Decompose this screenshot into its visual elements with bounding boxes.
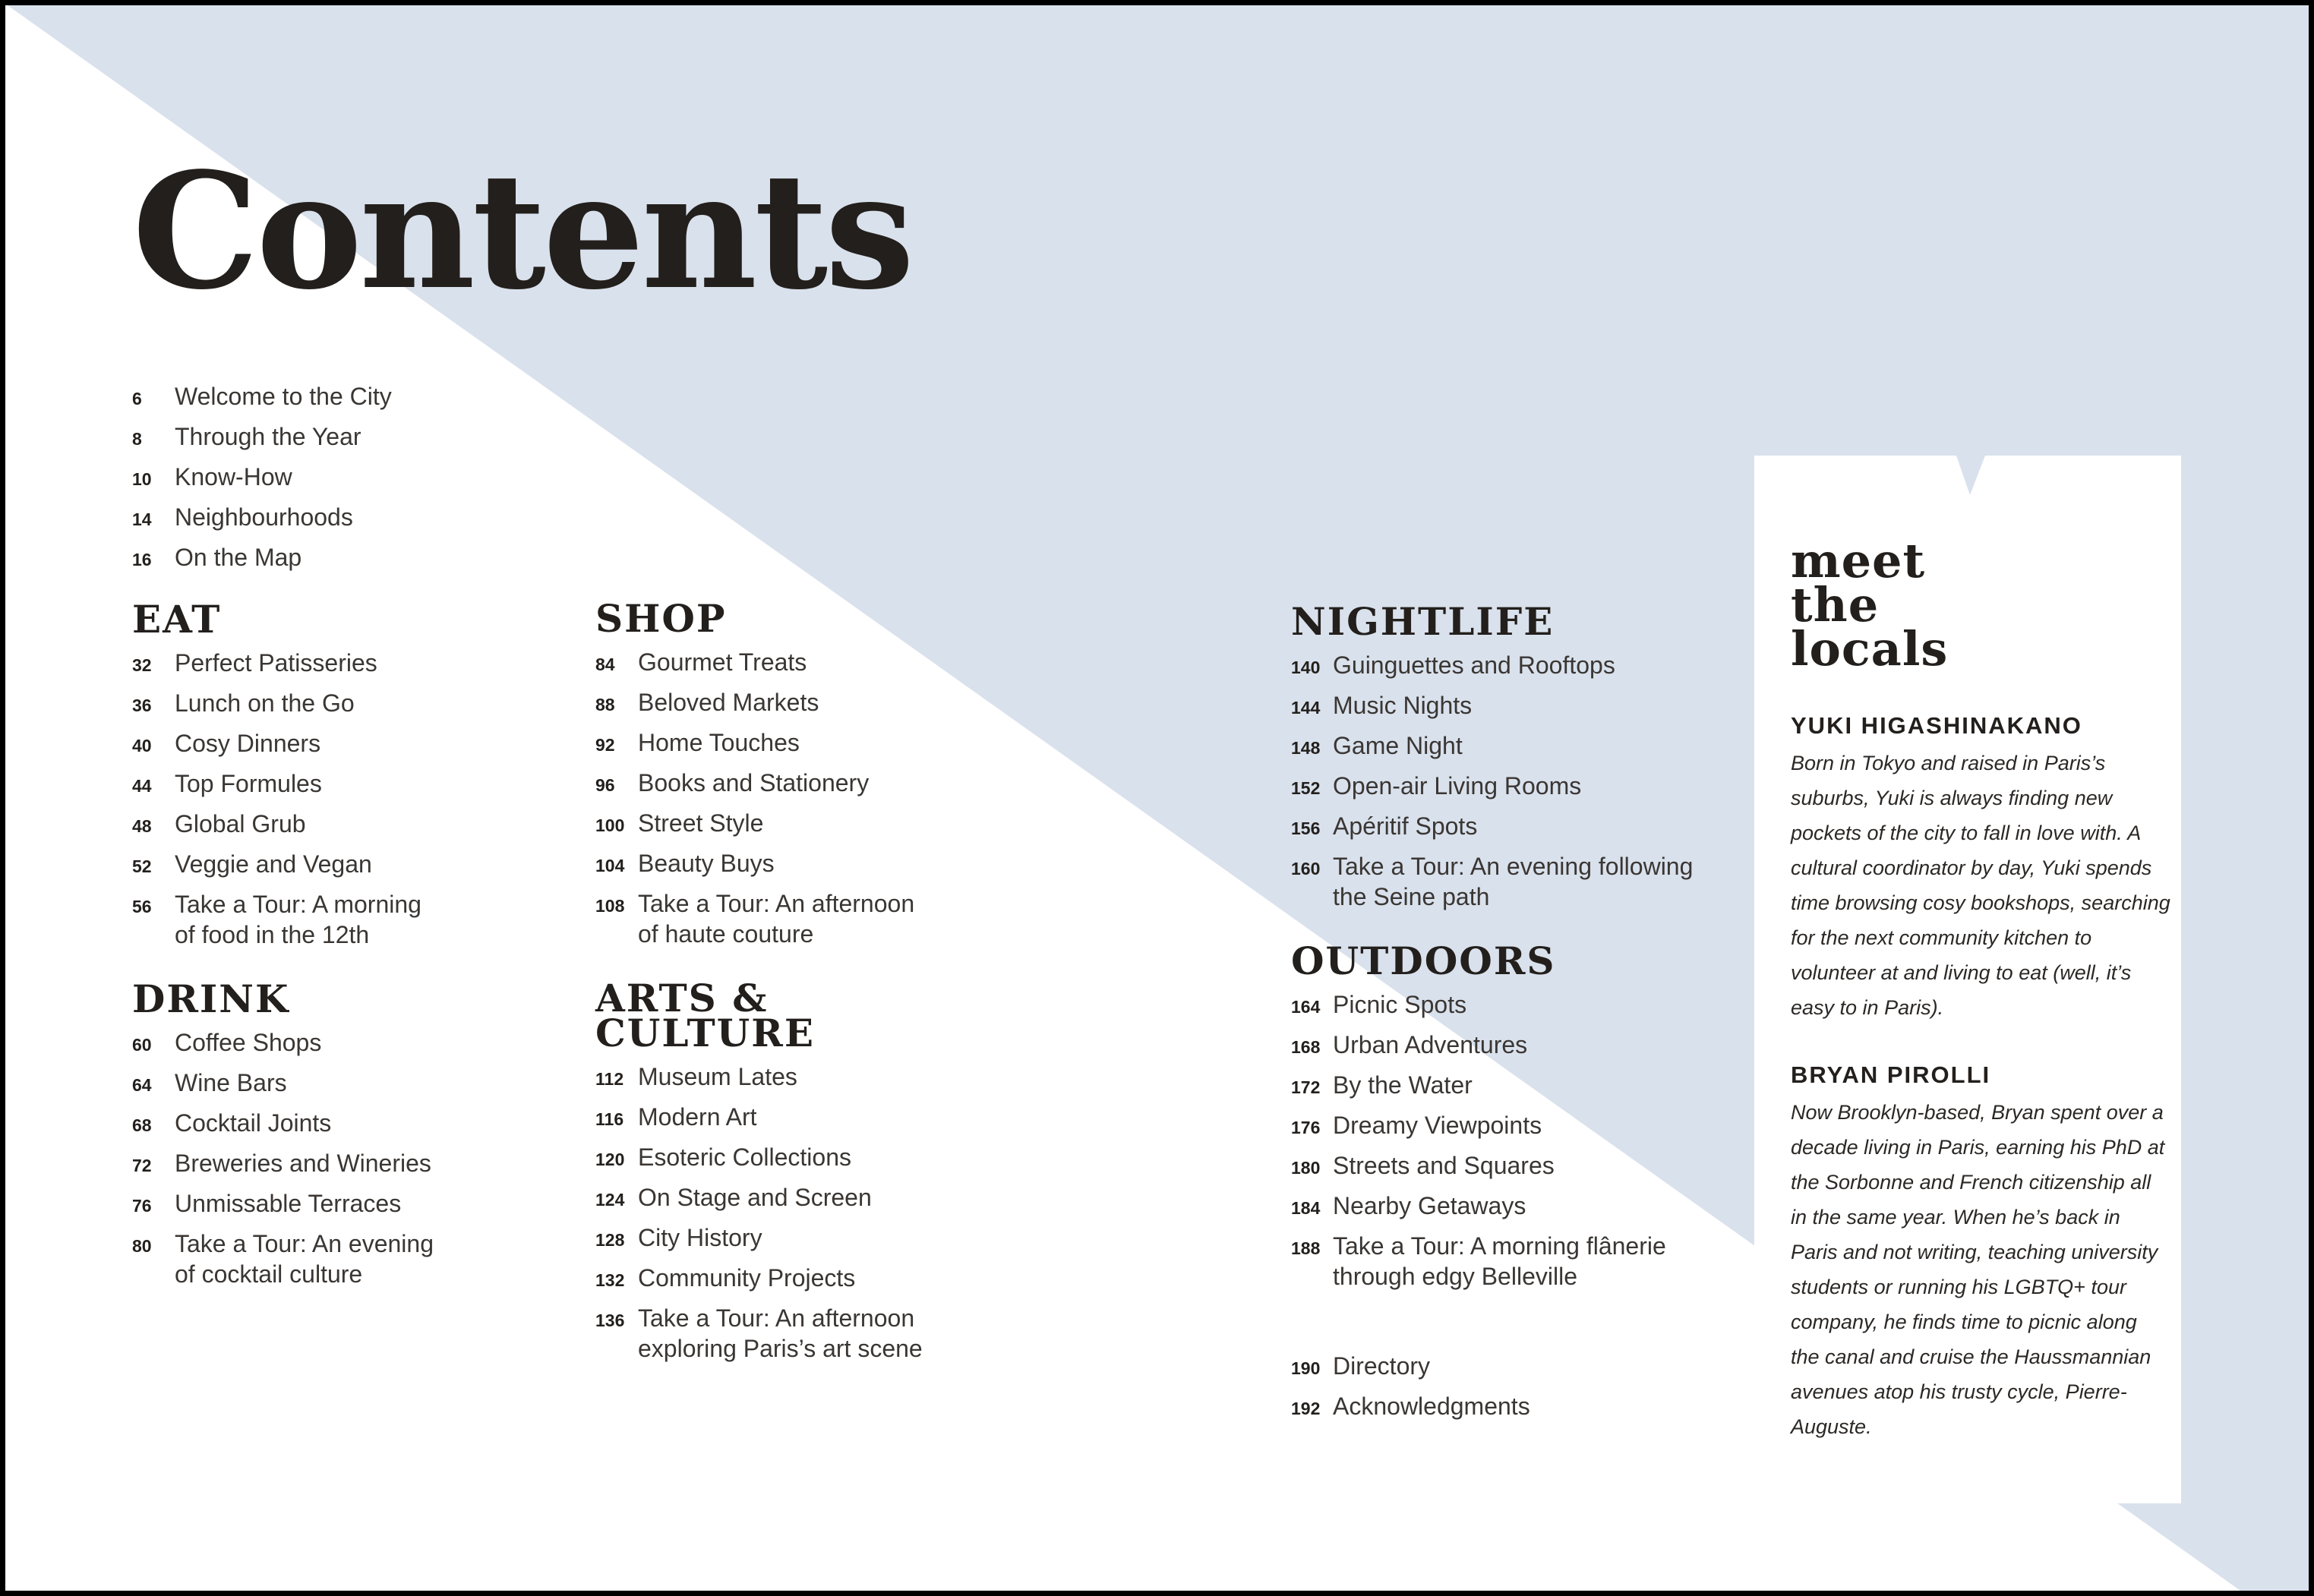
intro-list — [132, 381, 527, 575]
section-heading: EAT — [132, 597, 222, 642]
entry-label: Picnic Spots — [1333, 991, 1467, 1018]
entry-label: Take a Tour: A morning of food in the 12th — [175, 891, 421, 948]
entry-label: Museum Lates — [638, 1063, 797, 1090]
toc-entry[interactable] — [1291, 1231, 1716, 1292]
page-number: 136 — [595, 1311, 625, 1330]
section-drink — [132, 976, 527, 1289]
page-number: 188 — [1291, 1238, 1321, 1258]
entry-label: On the Map — [175, 544, 302, 571]
page-number: 40 — [132, 736, 152, 755]
entry-label: Cosy Dinners — [175, 730, 321, 757]
toc-entry[interactable] — [595, 888, 990, 949]
entry-label: Beauty Buys — [638, 850, 775, 877]
entry-label: Game Night — [1333, 732, 1463, 759]
entry-label: Breweries and Wineries — [175, 1150, 431, 1177]
page-number: 168 — [1291, 1037, 1321, 1057]
entry-label: Acknowledgments — [1333, 1393, 1530, 1420]
section-arts-culture — [595, 976, 990, 1364]
local-name: YUKI HIGASHINAKANO — [1791, 712, 2082, 739]
entry-label: Beloved Markets — [638, 689, 819, 716]
entry-label: On Stage and Screen — [638, 1184, 872, 1211]
entry-label: Top Formules — [175, 770, 322, 797]
toc-entry[interactable] — [132, 1188, 527, 1221]
toc-entry[interactable] — [132, 1027, 527, 1060]
page-number: 104 — [595, 856, 625, 875]
section-heading: NIGHTLIFE — [1291, 599, 1555, 644]
entry-label: Coffee Shops — [175, 1029, 322, 1056]
local-bio: Now Brooklyn-based, Bryan spent over a decade living in Paris, earning his PhD at the Sorbonne and French citizenship all in the same year. When he’s back in Paris and not writing, teaching university students or running his LGBTQ+ tour company, he finds time to picnic along the canal and cruise the Haussmannian avenues atop his trusty cycle, Pierre-Auguste. — [1791, 1101, 2165, 1438]
page-number: 16 — [132, 550, 152, 569]
page-number: 164 — [1291, 997, 1321, 1017]
section-heading: OUTDOORS — [1291, 938, 1556, 983]
entry-label: Global Grub — [175, 810, 306, 837]
page-number: 56 — [132, 897, 152, 916]
page-number: 68 — [132, 1115, 152, 1135]
section-eat — [132, 597, 527, 950]
toc-entry[interactable] — [132, 728, 527, 761]
entry-label: Esoteric Collections — [638, 1143, 851, 1171]
page-number: 152 — [1291, 778, 1321, 798]
entry-label: Apéritif Spots — [1333, 812, 1478, 840]
toc-entry[interactable] — [595, 1303, 990, 1364]
page-number: 184 — [1291, 1198, 1321, 1218]
page-number: 120 — [595, 1150, 625, 1169]
entry-label: Dreamy Viewpoints — [1333, 1112, 1542, 1139]
page-number: 52 — [132, 856, 152, 876]
page-number: 64 — [132, 1075, 152, 1095]
page-number: 112 — [595, 1069, 624, 1089]
locals-heading-line: locals — [1791, 621, 1949, 677]
page-number: 80 — [132, 1236, 152, 1256]
contents-column-3 — [1291, 599, 1716, 1431]
toc-entry[interactable] — [132, 768, 527, 801]
page-number: 44 — [132, 776, 152, 796]
section-shop — [595, 596, 990, 949]
toc-entry[interactable] — [595, 1182, 990, 1215]
entry-label: Welcome to the City — [175, 383, 392, 410]
page-number: 88 — [595, 695, 615, 714]
entry-label: Cocktail Joints — [175, 1109, 332, 1137]
toc-entry[interactable] — [132, 542, 527, 575]
entry-label: Take a Tour: An afternoon exploring Paris’s art scene — [638, 1304, 923, 1362]
entry-label: Veggie and Vegan — [175, 850, 372, 878]
section-heading: DRINK — [132, 976, 290, 1021]
contents-column-2 — [595, 596, 990, 1371]
entry-label: Unmissable Terraces — [175, 1190, 402, 1217]
page-number: 100 — [595, 815, 625, 835]
page-number: 148 — [1291, 738, 1321, 758]
toc-entry[interactable] — [132, 502, 527, 535]
toc-entry[interactable] — [595, 1102, 990, 1134]
entry-label: Know-How — [175, 463, 292, 490]
entry-label: Community Projects — [638, 1264, 856, 1292]
locals-heading — [1791, 533, 1949, 677]
page-number: 60 — [132, 1035, 152, 1055]
local-bio: Born in Tokyo and raised in Paris’s suburbs, Yuki is always finding new pockets of the city to fall in love with. A cultural coordinator by day, Yuki spends time browsing cosy bookshops, searching for the next community kitchen to volunteer at and living to eat (well, it’s easy to in Paris). — [1791, 752, 2170, 1019]
toc-entry[interactable] — [595, 1222, 990, 1255]
section-heading — [595, 976, 990, 1055]
toc-entry[interactable] — [1291, 650, 1716, 683]
toc-entry[interactable] — [595, 848, 990, 881]
toc-entry[interactable] — [1291, 730, 1716, 763]
page-number: 192 — [1291, 1399, 1321, 1418]
entry-label: Streets and Squares — [1333, 1152, 1555, 1179]
toc-entry[interactable] — [595, 727, 990, 760]
toc-entry[interactable] — [595, 647, 990, 680]
entry-label: Perfect Patisseries — [175, 649, 377, 677]
toc-entry[interactable] — [595, 1263, 990, 1295]
entry-label: Neighbourhoods — [175, 503, 353, 531]
page-number: 160 — [1291, 859, 1321, 878]
toc-entry[interactable] — [1291, 771, 1716, 803]
toc-entry[interactable] — [1291, 1070, 1716, 1102]
page-number: 116 — [595, 1109, 624, 1129]
toc-entry[interactable] — [595, 768, 990, 800]
entry-label: Wine Bars — [175, 1069, 287, 1096]
toc-entry[interactable] — [1291, 1030, 1716, 1062]
contents-column-1 — [132, 381, 527, 1297]
end-list — [1291, 1351, 1716, 1424]
page-number: 96 — [595, 775, 615, 795]
page-number: 172 — [1291, 1077, 1321, 1097]
entry-label: Lunch on the Go — [175, 689, 355, 717]
toc-entry[interactable] — [132, 889, 527, 950]
page-number: 84 — [595, 654, 615, 674]
locals-heading-line: meet — [1791, 533, 1926, 588]
toc-entry[interactable] — [132, 688, 527, 721]
page-number: 190 — [1291, 1358, 1321, 1378]
entry-label: By the Water — [1333, 1071, 1473, 1099]
page-number: 32 — [132, 655, 152, 675]
entry-label: Take a Tour: An evening of cocktail culture — [175, 1230, 434, 1288]
local-name: BRYAN PIROLLI — [1791, 1061, 1991, 1088]
toc-entry[interactable] — [595, 808, 990, 841]
entry-label: Take a Tour: An evening following the Seine path — [1333, 853, 1694, 910]
page-title: Contents — [132, 137, 912, 325]
toc-entry[interactable] — [1291, 1351, 1716, 1383]
section-heading-line: CULTURE — [595, 1011, 815, 1055]
page-number: 140 — [1291, 658, 1321, 677]
toc-entry[interactable] — [132, 849, 527, 882]
page-number: 156 — [1291, 819, 1321, 838]
toc-entry[interactable] — [1291, 811, 1716, 844]
page-number: 72 — [132, 1156, 152, 1175]
toc-entry[interactable] — [595, 1142, 990, 1175]
section-heading-line: ARTS & — [595, 976, 769, 1020]
page-number: 48 — [132, 816, 152, 836]
entry-label: Take a Tour: An afternoon of haute couture — [638, 890, 915, 948]
page-number: 6 — [132, 389, 142, 408]
page-number: 180 — [1291, 1158, 1321, 1178]
entry-label: Music Nights — [1333, 692, 1473, 719]
page-number: 92 — [595, 735, 615, 755]
entry-label: Street Style — [638, 809, 764, 837]
page-number: 124 — [595, 1190, 625, 1210]
toc-entry[interactable] — [595, 687, 990, 720]
locals-heading-line: the — [1791, 577, 1880, 632]
page-number: 8 — [132, 429, 142, 449]
entry-label: Modern Art — [638, 1103, 757, 1131]
toc-entry[interactable] — [132, 1229, 527, 1289]
entry-label: Nearby Getaways — [1333, 1192, 1526, 1219]
section-heading: SHOP — [595, 596, 727, 641]
entry-label: Through the Year — [175, 423, 361, 450]
entry-label: City History — [638, 1224, 762, 1251]
page-number: 128 — [595, 1230, 625, 1250]
entry-label: Urban Adventures — [1333, 1031, 1528, 1058]
toc-entry[interactable] — [1291, 851, 1716, 912]
toc-entry[interactable] — [595, 1061, 990, 1094]
page-number: 144 — [1291, 698, 1321, 718]
toc-entry[interactable] — [1291, 1391, 1716, 1424]
toc-entry[interactable] — [1291, 1110, 1716, 1143]
toc-entry[interactable] — [1291, 989, 1716, 1022]
toc-entry[interactable] — [132, 1068, 527, 1100]
toc-entry[interactable] — [132, 421, 527, 454]
toc-entry[interactable] — [132, 1108, 527, 1140]
page-number: 14 — [132, 509, 152, 529]
entry-label: Take a Tour: A morning flânerie through edgy Belleville — [1333, 1232, 1666, 1290]
section-nightlife — [1291, 599, 1716, 912]
entry-label: Home Touches — [638, 729, 800, 756]
toc-entry[interactable] — [132, 809, 527, 841]
entry-label: Gourmet Treats — [638, 648, 807, 676]
entry-label: Guinguettes and Rooftops — [1333, 651, 1615, 679]
toc-entry[interactable] — [1291, 1191, 1716, 1223]
page-number: 36 — [132, 695, 152, 715]
entry-label: Directory — [1333, 1352, 1431, 1380]
toc-entry[interactable] — [132, 1148, 527, 1181]
toc-entry[interactable] — [1291, 690, 1716, 723]
toc-entry[interactable] — [132, 381, 527, 414]
toc-entry[interactable] — [1291, 1150, 1716, 1183]
page-number: 76 — [132, 1196, 152, 1216]
section-outdoors — [1291, 938, 1716, 1292]
page-number: 108 — [595, 896, 625, 916]
toc-entry[interactable] — [132, 462, 527, 494]
meet-the-locals-panel — [1754, 456, 2181, 1503]
page-number: 10 — [132, 469, 152, 489]
page-number: 132 — [595, 1270, 625, 1290]
entry-label: Books and Stationery — [638, 769, 870, 796]
entry-label: Open-air Living Rooms — [1333, 772, 1582, 800]
toc-entry[interactable] — [132, 648, 527, 680]
page-number: 176 — [1291, 1118, 1321, 1137]
